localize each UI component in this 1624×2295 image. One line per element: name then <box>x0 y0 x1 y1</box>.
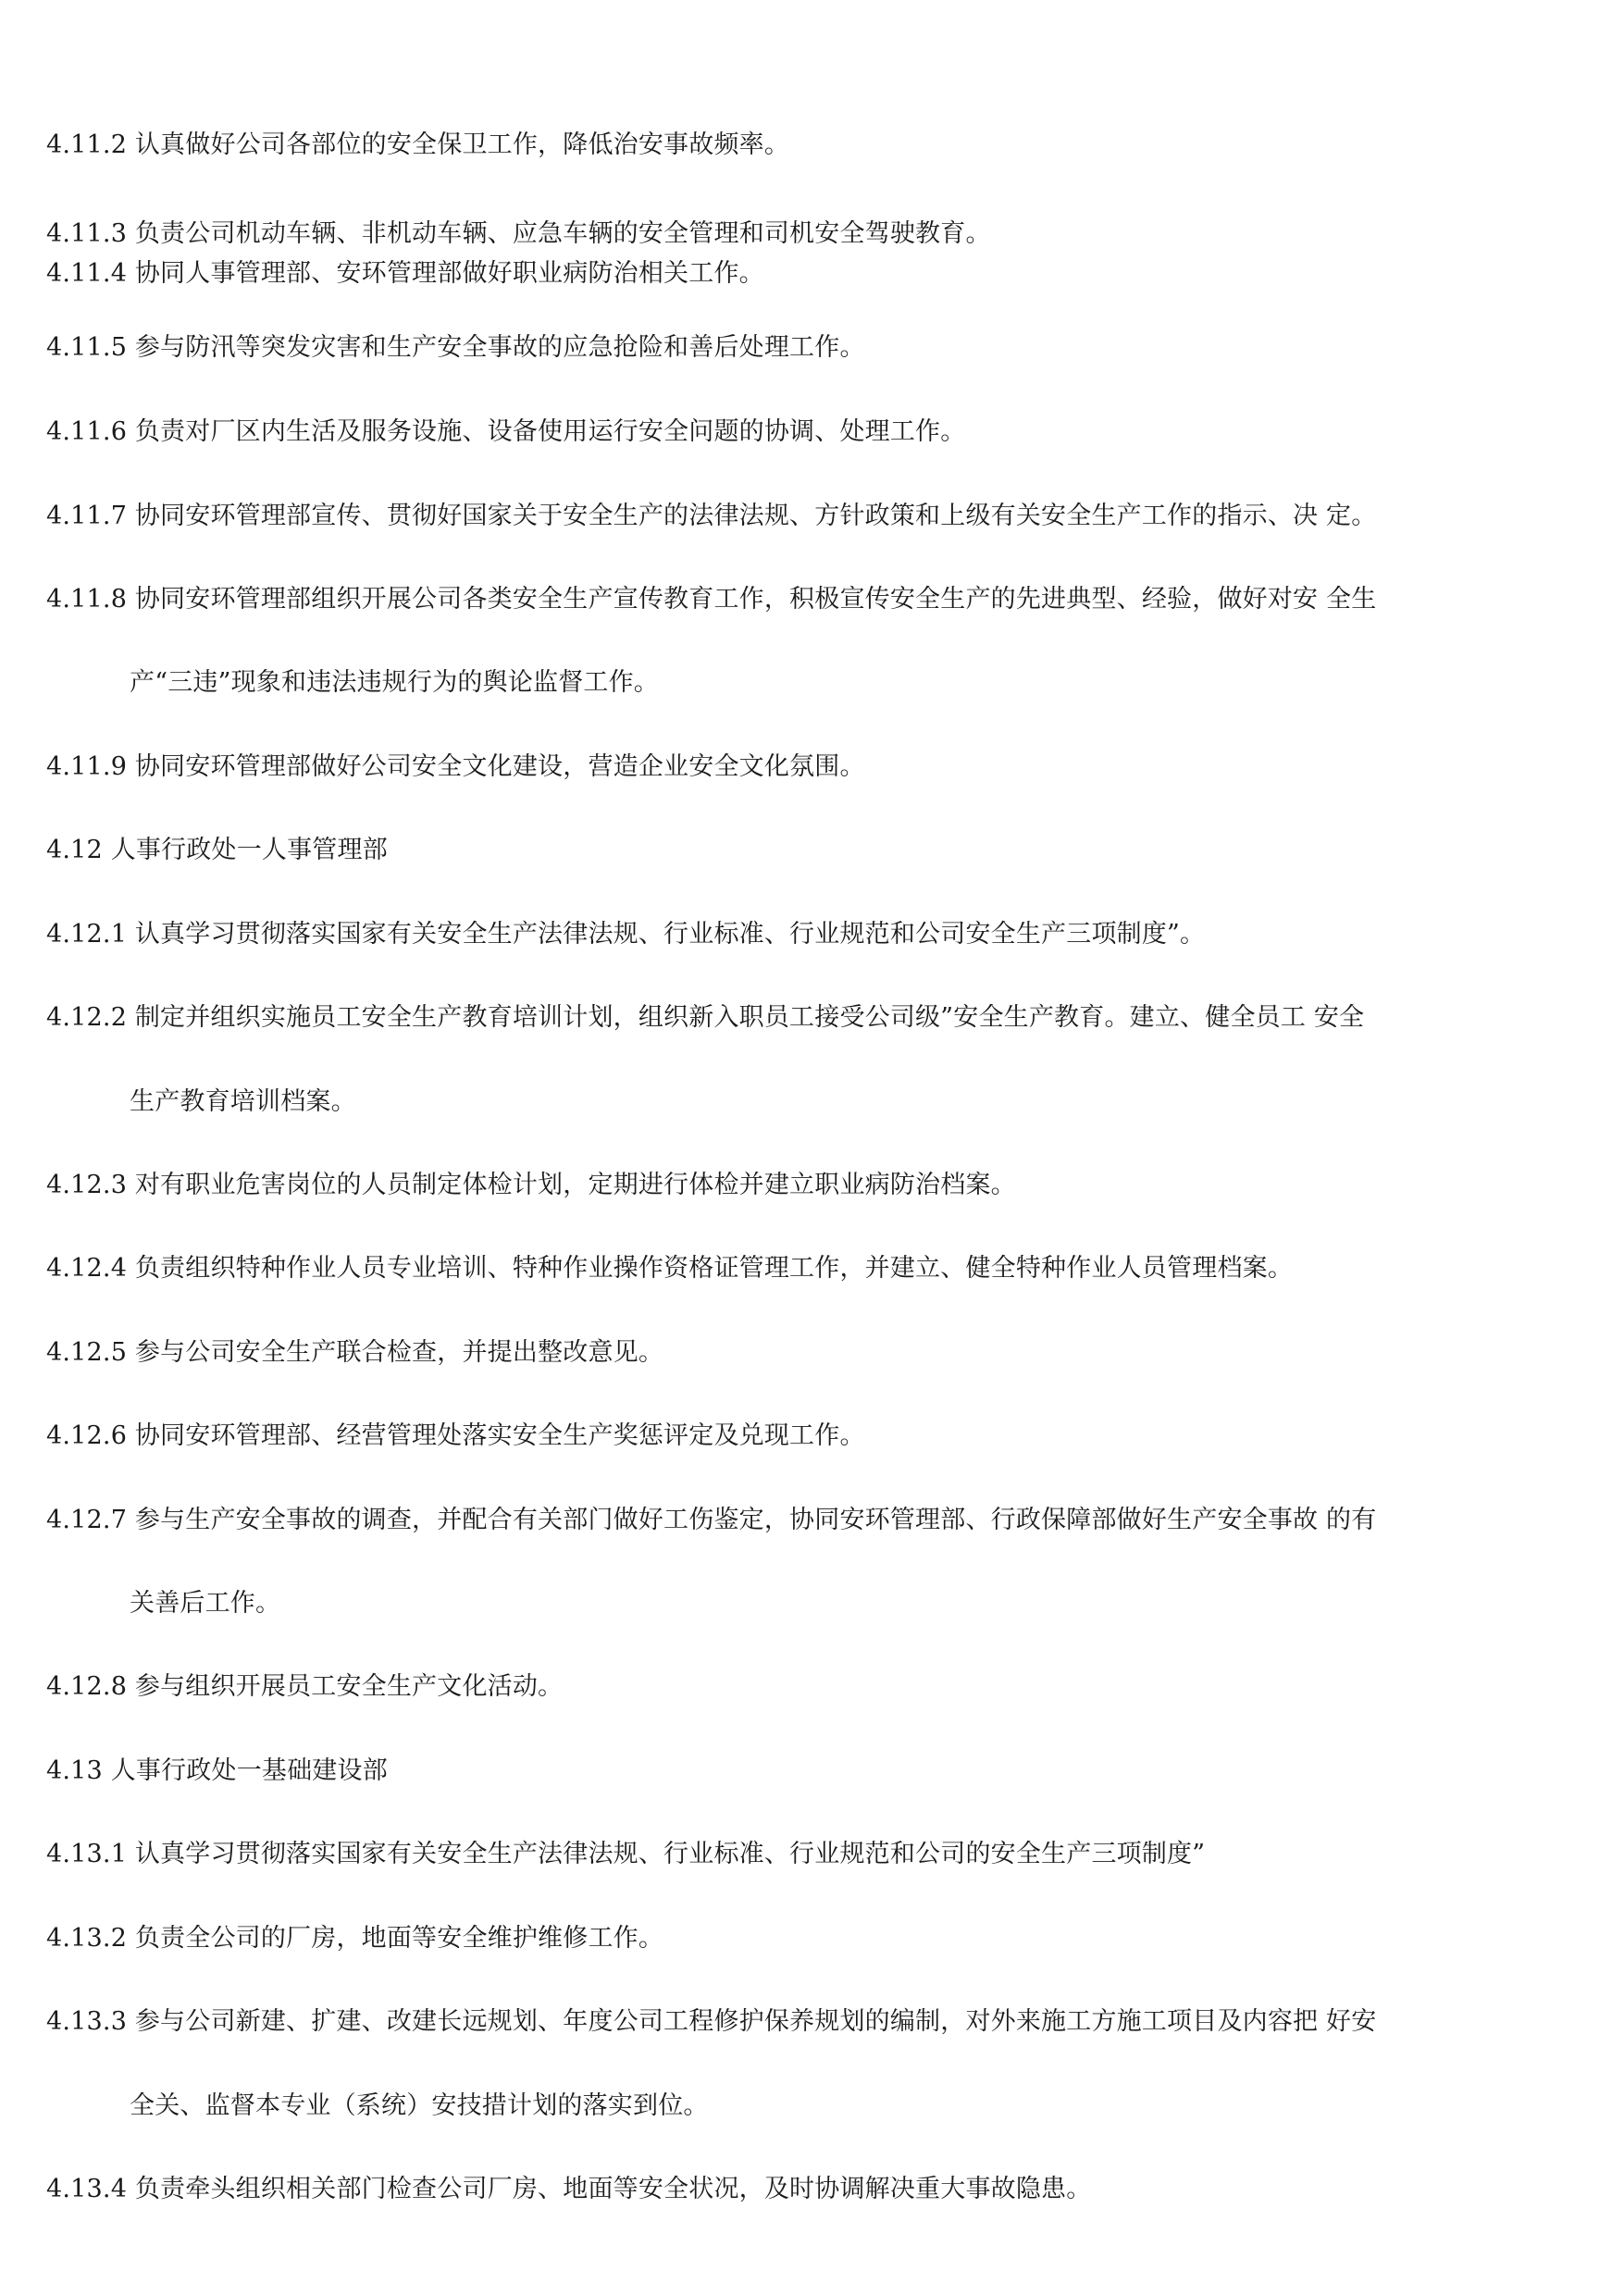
clause-4-12-2-continued: 生产教育培训档案。 <box>130 1087 356 1116</box>
clause-4-11-6: 4.11.6 负责对厂区内生活及服务设施、设备使用运行安全问题的协调、处理工作。 <box>46 417 966 446</box>
clause-4-11-3: 4.11.3 负责公司机动车辆、非机动车辆、应急车辆的安全管理和司机安全驾驶教育。 <box>46 219 991 248</box>
clause-4-11-8: 4.11.8 协同安环管理部组织开展公司各类安全生产宣传教育工作，积极宣传安全生产的先进典型、经验，做好对安 全生 <box>46 585 1377 614</box>
clause-4-12-3: 4.12.3 对有职业危害岗位的人员制定体检计划，定期进行体检并建立职业病防治档案。 <box>46 1171 1016 1199</box>
clause-4-13-3: 4.13.3 参与公司新建、扩建、改建长远规划、年度公司工程修护保养规划的编制，对外来施工方施工项目及内容把 好安 <box>46 2007 1377 2036</box>
clause-4-13-4: 4.13.4 负责牵头组织相关部门检查公司厂房、地面等安全状况，及时协调解决重大事故隐患。 <box>46 2175 1092 2203</box>
clause-4-13-2: 4.13.2 负责全公司的厂房，地面等安全维护维修工作。 <box>46 1924 664 1953</box>
clause-4-12-2: 4.12.2 制定并组织实施员工安全生产教育培训计划，组织新入职员工接受公司级”安全生产教育。建立、健全员工 安全 <box>46 1003 1365 1032</box>
clause-4-12-5: 4.12.5 参与公司安全生产联合检查，并提出整改意见。 <box>46 1338 664 1367</box>
clause-4-11-5: 4.11.5 参与防汛等突发灾害和生产安全事故的应急抢险和善后处理工作。 <box>46 333 865 362</box>
clause-4-11-7: 4.11.7 协同安环管理部宣传、贯彻好国家关于安全生产的法律法规、方针政策和上级有关安全生产工作的指示、决 定。 <box>46 502 1377 530</box>
clause-4-12-7: 4.12.7 参与生产安全事故的调查，并配合有关部门做好工伤鉴定，协同安环管理部、行政保障部做好生产安全事故 的有 <box>46 1506 1377 1534</box>
section-4-13-heading: 4.13 人事行政处一基础建设部 <box>46 1756 388 1785</box>
clause-4-12-1: 4.12.1 认真学习贯彻落实国家有关安全生产法律法规、行业标准、行业规范和公司安全生产三项制度”。 <box>46 920 1206 949</box>
clause-4-12-4: 4.12.4 负责组织特种作业人员专业培训、特种作业操作资格证管理工作，并建立、健全特种作业人员管理档案。 <box>46 1254 1294 1283</box>
clause-4-12-8: 4.12.8 参与组织开展员工安全生产文化活动。 <box>46 1672 564 1701</box>
clause-4-11-9: 4.11.9 协同安环管理部做好公司安全文化建设，营造企业安全文化氛围。 <box>46 752 865 781</box>
clause-4-12-7-continued: 关善后工作。 <box>130 1589 281 1618</box>
clause-4-13-3-continued: 全关、监督本专业（系统）安技措计划的落实到位。 <box>130 2091 709 2120</box>
clause-4-11-2: 4.11.2 认真做好公司各部位的安全保卫工作，降低治安事故频率。 <box>46 130 790 159</box>
section-4-12-heading: 4.12 人事行政处一人事管理部 <box>46 836 388 864</box>
clause-4-11-8-continued: 产“三违”现象和违法违规行为的舆论监督工作。 <box>130 668 660 697</box>
clause-4-12-6: 4.12.6 协同安环管理部、经营管理处落实安全生产奖惩评定及兑现工作。 <box>46 1421 865 1450</box>
clause-4-13-1: 4.13.1 认真学习贯彻落实国家有关安全生产法律法规、行业标准、行业规范和公司的安全生产三项制度” <box>46 1840 1206 1868</box>
clause-4-11-4: 4.11.4 协同人事管理部、安环管理部做好职业病防治相关工作。 <box>46 259 764 288</box>
